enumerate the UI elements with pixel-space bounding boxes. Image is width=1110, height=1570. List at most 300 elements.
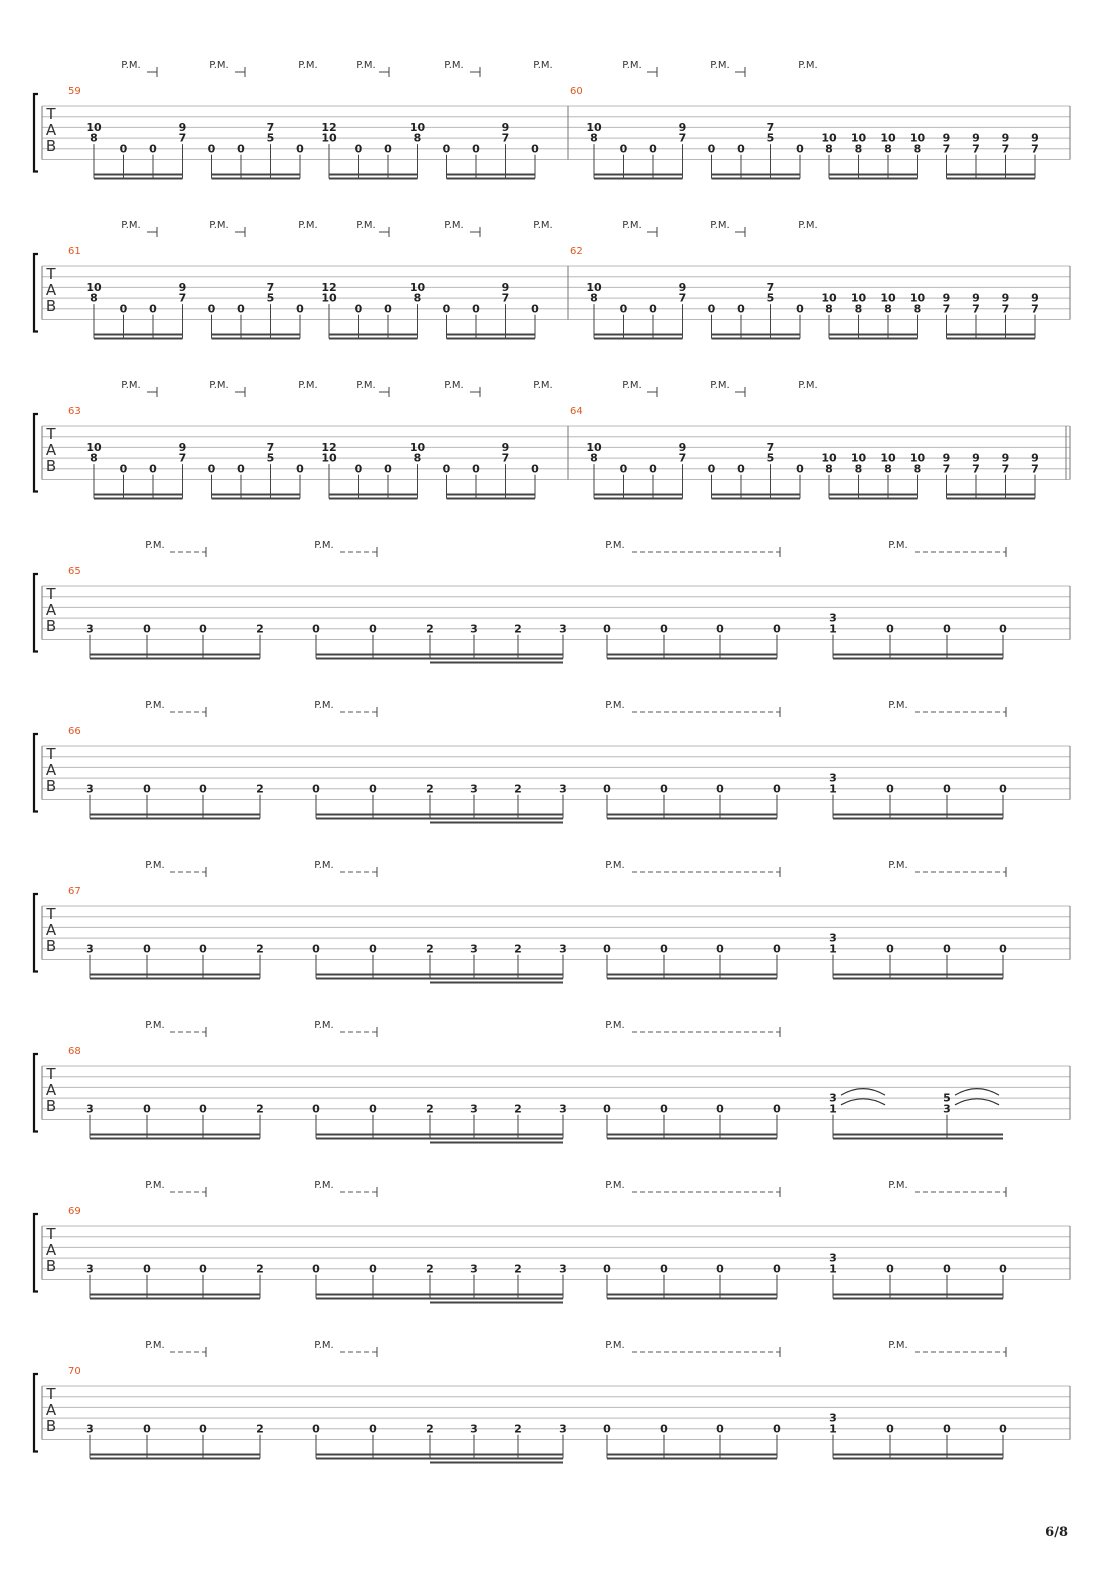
fret-number: 7	[972, 462, 980, 476]
fret-number: 0	[603, 1102, 611, 1116]
fret-number: 5	[266, 131, 275, 145]
fret-number: 0	[707, 302, 716, 316]
fret-number: 10	[909, 291, 926, 305]
fret-number: 2	[426, 782, 434, 796]
fret-number: 2	[514, 782, 522, 796]
palm-mute-label: P.M.	[145, 1020, 165, 1031]
fret-number: 0	[660, 1102, 668, 1116]
palm-mute-label: P.M.	[314, 1180, 334, 1191]
fret-number: 8	[90, 451, 98, 465]
fret-number: 2	[514, 942, 522, 956]
tab-clef-letter: A	[45, 441, 57, 459]
fret-number: 0	[199, 1422, 207, 1436]
fret-number: 3	[86, 1422, 94, 1436]
tab-clef-letter: B	[45, 617, 57, 635]
fret-number: 0	[619, 462, 628, 476]
fret-number: 7	[501, 131, 510, 145]
fret-number: 0	[369, 942, 377, 956]
fret-number: 2	[256, 622, 264, 636]
fret-number: 7	[178, 451, 187, 465]
fret-number: 3	[86, 782, 94, 796]
fret-number: 0	[207, 142, 216, 156]
palm-mute-label: P.M.	[356, 380, 376, 391]
fret-number: 0	[649, 462, 657, 476]
fret-number: 1	[829, 1262, 837, 1276]
palm-mute-label: P.M.	[314, 1340, 334, 1351]
fret-number: 0	[531, 302, 539, 316]
tab-clef-letter: A	[45, 281, 57, 299]
fret-number: 0	[296, 462, 304, 476]
fret-number: 3	[470, 1102, 478, 1116]
fret-number: 10	[586, 440, 602, 454]
fret-number: 3	[470, 1422, 478, 1436]
fret-number: 3	[559, 1422, 567, 1436]
fret-number: 8	[884, 142, 892, 156]
palm-mute-label: P.M.	[605, 700, 625, 711]
fret-number: 0	[237, 302, 245, 316]
palm-mute-label: P.M.	[444, 220, 464, 231]
fret-number: 0	[143, 1102, 151, 1116]
fret-number: 8	[884, 302, 892, 316]
palm-mute-label: P.M.	[533, 60, 553, 71]
fret-number: 9	[501, 280, 510, 294]
fret-number: 0	[619, 302, 628, 316]
palm-mute-label: P.M.	[145, 700, 165, 711]
tab-clef-letter: T	[46, 1225, 56, 1243]
tie	[841, 1089, 885, 1096]
fret-number: 7	[1001, 302, 1010, 316]
fret-number: 7	[178, 131, 187, 145]
fret-number: 3	[470, 782, 478, 796]
palm-mute-label: P.M.	[798, 60, 818, 71]
fret-number: 0	[312, 782, 320, 796]
palm-mute-label: P.M.	[314, 1020, 334, 1031]
fret-number: 10	[409, 440, 426, 454]
fret-number: 9	[178, 280, 187, 294]
fret-number: 8	[413, 451, 422, 465]
fret-number: 7	[678, 131, 687, 145]
fret-number: 0	[472, 462, 480, 476]
fret-number: 9	[1001, 291, 1010, 305]
fret-number: 0	[369, 622, 377, 636]
measure-number: 62	[570, 246, 583, 257]
fret-number: 9	[501, 440, 510, 454]
fret-number: 5	[766, 451, 775, 465]
fret-number: 0	[773, 1422, 781, 1436]
fret-number: 3	[86, 1102, 94, 1116]
fret-number: 7	[266, 280, 275, 294]
fret-number: 0	[999, 1262, 1007, 1276]
fret-number: 5	[266, 291, 275, 305]
page-number: 6/8	[1045, 1525, 1068, 1540]
fret-number: 9	[972, 131, 980, 145]
fret-number: 10	[821, 131, 837, 145]
tab-clef-letter: A	[45, 1081, 57, 1099]
measure-number: 69	[68, 1206, 81, 1217]
fret-number: 7	[1031, 302, 1039, 316]
fret-number: 0	[943, 782, 951, 796]
fret-number: 10	[880, 451, 896, 465]
fret-number: 0	[737, 302, 745, 316]
fret-number: 0	[143, 942, 151, 956]
fret-number: 0	[660, 782, 668, 796]
fret-number: 9	[1001, 451, 1010, 465]
fret-number: 8	[825, 142, 833, 156]
fret-number: 10	[321, 131, 337, 145]
palm-mute-label: P.M.	[209, 220, 229, 231]
system-bracket	[34, 1054, 38, 1132]
fret-number: 0	[472, 302, 480, 316]
fret-number: 10	[850, 291, 867, 305]
fret-number: 8	[854, 142, 863, 156]
system-bracket	[34, 574, 38, 652]
fret-number: 0	[312, 1422, 320, 1436]
fret-number: 8	[913, 302, 922, 316]
fret-number: 3	[559, 1262, 567, 1276]
fret-number: 9	[178, 120, 187, 134]
palm-mute-label: P.M.	[798, 380, 818, 391]
palm-mute-label: P.M.	[145, 540, 165, 551]
palm-mute-label: P.M.	[444, 380, 464, 391]
fret-number: 0	[999, 622, 1007, 636]
fret-number: 5	[766, 131, 775, 145]
fret-number: 8	[825, 302, 833, 316]
fret-number: 2	[256, 1422, 264, 1436]
fret-number: 5	[266, 451, 275, 465]
fret-number: 7	[678, 451, 687, 465]
fret-number: 3	[829, 1091, 837, 1105]
fret-number: 0	[296, 142, 304, 156]
fret-number: 1	[829, 782, 837, 796]
fret-number: 7	[766, 280, 775, 294]
system-bracket	[34, 414, 38, 492]
fret-number: 10	[821, 451, 837, 465]
fret-number: 0	[886, 942, 894, 956]
fret-number: 0	[773, 622, 781, 636]
fret-number: 0	[354, 142, 363, 156]
palm-mute-label: P.M.	[145, 860, 165, 871]
fret-number: 10	[86, 120, 102, 134]
fret-number: 7	[1031, 462, 1039, 476]
tab-clef-letter: B	[45, 137, 57, 155]
fret-number: 0	[149, 302, 157, 316]
fret-number: 10	[321, 291, 337, 305]
fret-number: 8	[884, 462, 892, 476]
fret-number: 2	[426, 622, 434, 636]
fret-number: 0	[796, 462, 804, 476]
fret-number: 0	[716, 1422, 724, 1436]
fret-number: 7	[972, 142, 980, 156]
fret-number: 3	[829, 1251, 837, 1265]
fret-number: 0	[119, 142, 128, 156]
fret-number: 10	[909, 451, 926, 465]
fret-number: 0	[999, 1422, 1007, 1436]
fret-number: 0	[886, 1422, 894, 1436]
fret-number: 3	[559, 622, 567, 636]
fret-number: 2	[514, 1102, 522, 1116]
tab-clef-letter: T	[46, 905, 56, 923]
fret-number: 0	[603, 1422, 611, 1436]
fret-number: 0	[119, 462, 128, 476]
tab-clef-letter: T	[46, 1385, 56, 1403]
fret-number: 10	[86, 440, 102, 454]
fret-number: 0	[603, 1262, 611, 1276]
system-bracket	[34, 1374, 38, 1452]
fret-number: 0	[312, 622, 320, 636]
fret-number: 0	[207, 302, 216, 316]
tab-clef-letter: B	[45, 937, 57, 955]
fret-number: 3	[829, 611, 837, 625]
measure-number: 64	[570, 406, 583, 417]
fret-number: 0	[707, 142, 716, 156]
fret-number: 10	[409, 120, 426, 134]
fret-number: 10	[880, 131, 896, 145]
tie	[955, 1099, 999, 1105]
fret-number: 8	[590, 451, 598, 465]
fret-number: 9	[501, 120, 510, 134]
fret-number: 0	[649, 302, 657, 316]
palm-mute-label: P.M.	[605, 1020, 625, 1031]
fret-number: 0	[660, 1262, 668, 1276]
palm-mute-label: P.M.	[121, 380, 141, 391]
tab-clef-letter: A	[45, 601, 57, 619]
measure-number: 70	[68, 1366, 81, 1377]
fret-number: 7	[1001, 462, 1010, 476]
fret-number: 0	[886, 622, 894, 636]
fret-number: 0	[886, 782, 894, 796]
fret-number: 0	[943, 1262, 951, 1276]
fret-number: 9	[678, 440, 687, 454]
fret-number: 0	[716, 942, 724, 956]
fret-number: 9	[1031, 291, 1039, 305]
fret-number: 0	[660, 622, 668, 636]
fret-number: 0	[603, 782, 611, 796]
palm-mute-label: P.M.	[298, 220, 318, 231]
tab-clef-letter: B	[45, 297, 57, 315]
fret-number: 0	[796, 302, 804, 316]
fret-number: 2	[256, 1102, 264, 1116]
fret-number: 2	[426, 1422, 434, 1436]
palm-mute-label: P.M.	[605, 540, 625, 551]
fret-number: 2	[426, 1102, 434, 1116]
fret-number: 12	[321, 280, 337, 294]
fret-number: 9	[1031, 131, 1039, 145]
fret-number: 9	[942, 131, 951, 145]
fret-number: 3	[86, 622, 94, 636]
fret-number: 0	[707, 462, 716, 476]
palm-mute-label: P.M.	[209, 380, 229, 391]
tab-clef-letter: T	[46, 1065, 56, 1083]
fret-number: 0	[716, 622, 724, 636]
palm-mute-label: P.M.	[298, 380, 318, 391]
palm-mute-label: P.M.	[622, 380, 642, 391]
fret-number: 0	[149, 462, 157, 476]
fret-number: 10	[586, 280, 602, 294]
fret-number: 0	[296, 302, 304, 316]
fret-number: 10	[86, 280, 102, 294]
palm-mute-label: P.M.	[356, 220, 376, 231]
fret-number: 1	[829, 1422, 837, 1436]
palm-mute-label: P.M.	[710, 380, 730, 391]
fret-number: 0	[119, 302, 128, 316]
fret-number: 10	[821, 291, 837, 305]
fret-number: 0	[369, 782, 377, 796]
fret-number: 3	[829, 1411, 837, 1425]
measure-number: 63	[68, 406, 81, 417]
tie	[955, 1089, 999, 1096]
palm-mute-label: P.M.	[622, 60, 642, 71]
fret-number: 0	[619, 142, 628, 156]
tab-clef-letter: A	[45, 121, 57, 139]
fret-number: 2	[426, 1262, 434, 1276]
fret-number: 10	[586, 120, 602, 134]
fret-number: 0	[442, 302, 451, 316]
fret-number: 10	[850, 131, 867, 145]
fret-number: 9	[178, 440, 187, 454]
fret-number: 2	[256, 1262, 264, 1276]
tab-clef-letter: B	[45, 777, 57, 795]
fret-number: 5	[943, 1091, 951, 1105]
tab-clef-letter: B	[45, 1257, 57, 1275]
fret-number: 10	[909, 131, 926, 145]
fret-number: 2	[514, 622, 522, 636]
fret-number: 0	[660, 1422, 668, 1436]
measure-number: 67	[68, 886, 81, 897]
tab-clef-letter: B	[45, 1417, 57, 1435]
fret-number: 12	[321, 440, 337, 454]
measure-number: 66	[68, 726, 81, 737]
palm-mute-label: P.M.	[888, 700, 908, 711]
fret-number: 8	[854, 302, 863, 316]
palm-mute-label: P.M.	[888, 1180, 908, 1191]
palm-mute-label: P.M.	[209, 60, 229, 71]
fret-number: 2	[256, 782, 264, 796]
fret-number: 10	[850, 451, 867, 465]
palm-mute-label: P.M.	[798, 220, 818, 231]
fret-number: 9	[942, 451, 951, 465]
fret-number: 0	[369, 1262, 377, 1276]
fret-number: 7	[766, 120, 775, 134]
fret-number: 8	[913, 462, 922, 476]
fret-number: 0	[999, 782, 1007, 796]
palm-mute-label: P.M.	[145, 1340, 165, 1351]
fret-number: 5	[766, 291, 775, 305]
fret-number: 0	[472, 142, 480, 156]
tab-clef-letter: T	[46, 105, 56, 123]
fret-number: 7	[501, 291, 510, 305]
fret-number: 3	[829, 931, 837, 945]
palm-mute-label: P.M.	[710, 60, 730, 71]
tab-clef-letter: A	[45, 921, 57, 939]
fret-number: 0	[143, 1422, 151, 1436]
palm-mute-label: P.M.	[605, 860, 625, 871]
fret-number: 7	[1001, 142, 1010, 156]
fret-number: 0	[199, 942, 207, 956]
fret-number: 3	[470, 942, 478, 956]
measure-number: 61	[68, 246, 81, 257]
tab-clef-letter: A	[45, 761, 57, 779]
palm-mute-label: P.M.	[888, 1340, 908, 1351]
palm-mute-label: P.M.	[314, 700, 334, 711]
palm-mute-label: P.M.	[622, 220, 642, 231]
fret-number: 9	[1001, 131, 1010, 145]
palm-mute-label: P.M.	[356, 60, 376, 71]
tab-clef-letter: A	[45, 1241, 57, 1259]
fret-number: 8	[913, 142, 922, 156]
fret-number: 0	[149, 142, 157, 156]
tab-clef-letter: B	[45, 1097, 57, 1115]
system-bracket	[34, 1214, 38, 1292]
fret-number: 9	[972, 291, 980, 305]
fret-number: 3	[86, 942, 94, 956]
fret-number: 0	[773, 782, 781, 796]
measure-number: 60	[570, 86, 583, 97]
fret-number: 0	[384, 462, 392, 476]
fret-number: 0	[354, 462, 363, 476]
fret-number: 0	[660, 942, 668, 956]
palm-mute-label: P.M.	[533, 220, 553, 231]
fret-number: 0	[737, 142, 745, 156]
system-bracket	[34, 94, 38, 172]
fret-number: 0	[716, 1262, 724, 1276]
fret-number: 0	[369, 1102, 377, 1116]
palm-mute-label: P.M.	[888, 860, 908, 871]
palm-mute-label: P.M.	[533, 380, 553, 391]
palm-mute-label: P.M.	[121, 220, 141, 231]
fret-number: 3	[86, 1262, 94, 1276]
fret-number: 0	[737, 462, 745, 476]
fret-number: 8	[825, 462, 833, 476]
fret-number: 0	[312, 1102, 320, 1116]
fret-number: 7	[942, 302, 951, 316]
fret-number: 0	[531, 462, 539, 476]
fret-number: 8	[90, 291, 98, 305]
fret-number: 3	[470, 622, 478, 636]
fret-number: 7	[766, 440, 775, 454]
palm-mute-label: P.M.	[314, 860, 334, 871]
fret-number: 0	[143, 782, 151, 796]
measure-number: 65	[68, 566, 81, 577]
palm-mute-label: P.M.	[710, 220, 730, 231]
fret-number: 2	[514, 1422, 522, 1436]
fret-number: 0	[369, 1422, 377, 1436]
fret-number: 0	[716, 782, 724, 796]
tab-clef-letter: T	[46, 585, 56, 603]
palm-mute-label: P.M.	[298, 60, 318, 71]
palm-mute-label: P.M.	[145, 1180, 165, 1191]
measure-number: 59	[68, 86, 81, 97]
palm-mute-label: P.M.	[605, 1180, 625, 1191]
fret-number: 7	[501, 451, 510, 465]
tab-clef-letter: T	[46, 425, 56, 443]
fret-number: 2	[426, 942, 434, 956]
fret-number: 0	[199, 1262, 207, 1276]
fret-number: 10	[880, 291, 896, 305]
fret-number: 0	[199, 1102, 207, 1116]
fret-number: 3	[559, 942, 567, 956]
fret-number: 8	[854, 462, 863, 476]
fret-number: 0	[384, 302, 392, 316]
tab-clef-letter: B	[45, 457, 57, 475]
tab-clef-letter: T	[46, 745, 56, 763]
measure-number: 68	[68, 1046, 81, 1057]
fret-number: 7	[178, 291, 187, 305]
fret-number: 0	[143, 1262, 151, 1276]
fret-number: 7	[942, 142, 951, 156]
fret-number: 7	[942, 462, 951, 476]
system-bracket	[34, 734, 38, 812]
fret-number: 3	[559, 1102, 567, 1116]
